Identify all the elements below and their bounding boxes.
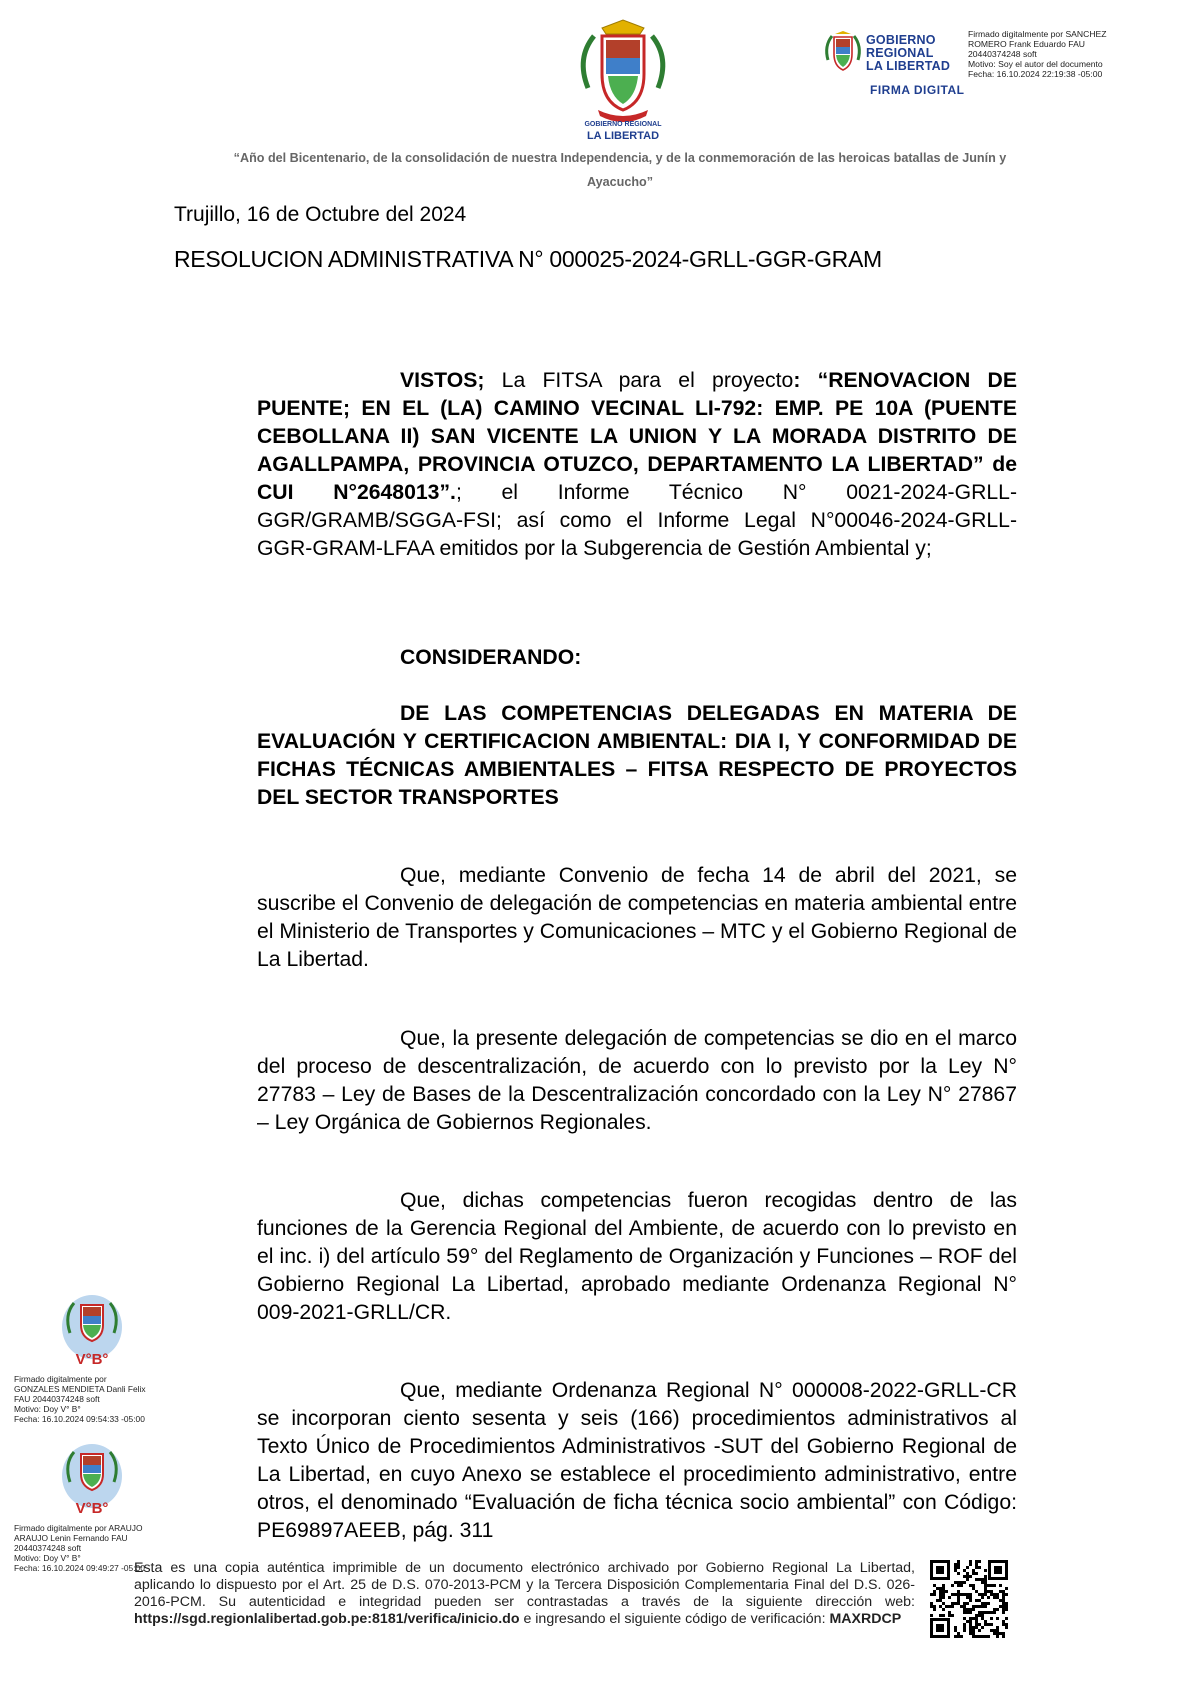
verification-url[interactable]: https://sgd.regionlalibertad.gob.pe:8181/verifica/inicio.do — [134, 1611, 520, 1627]
qr-module — [942, 1584, 945, 1587]
vistos-rest: ; el Informe Técnico N° 0021-2024-GRLL-GGR/GRAMB/SGGA-FSI; así como el Informe Legal N°00046-2024-GRLL-GGR-GRAM-LFAA emitidos por la Subgerencia de Gestión Ambiental y; — [257, 481, 1017, 560]
qr-module — [1002, 1593, 1005, 1596]
qr-module — [972, 1605, 975, 1608]
qr-module — [990, 1623, 993, 1626]
qr-module — [930, 1605, 933, 1608]
qr-module — [969, 1608, 972, 1611]
qr-module — [954, 1626, 957, 1629]
qr-module — [951, 1584, 954, 1587]
qr-module — [981, 1593, 984, 1596]
qr-module — [966, 1578, 969, 1581]
qr-module — [996, 1635, 999, 1638]
signature-line: Motivo: Soy el autor del documento — [968, 59, 1103, 69]
qr-module — [960, 1605, 963, 1608]
qr-module — [978, 1629, 981, 1632]
qr-module — [957, 1590, 960, 1593]
vb-stamp-2-details: Firmado digitalmente por ARAUJO ARAUJO Lenin Fernando FAU 20440374248 soft Motivo: Doy V° B° Fecha: 16.10.2024 09:49:27 -05:00 — [14, 1523, 145, 1573]
qr-module — [978, 1614, 981, 1617]
qr-module — [957, 1560, 960, 1563]
qr-module — [951, 1602, 954, 1605]
qr-module — [996, 1626, 999, 1629]
qr-module — [978, 1605, 981, 1608]
qr-module — [1002, 1611, 1005, 1614]
qr-module — [1002, 1605, 1005, 1608]
qr-module — [963, 1611, 966, 1614]
qr-module — [948, 1596, 951, 1599]
qr-module — [972, 1629, 975, 1632]
qr-module — [957, 1599, 960, 1602]
qr-module — [993, 1608, 996, 1611]
qr-module — [957, 1563, 960, 1566]
qr-module — [972, 1632, 975, 1635]
qr-module — [981, 1578, 984, 1581]
qr-module — [957, 1632, 960, 1635]
qr-module — [963, 1626, 966, 1629]
project-name: : “RENOVACION DE PUENTE; EN EL (LA) CAMINO VECINAL LI-792: EMP. PE 10A (PUENTE CEBOLLANA II) SAN VICENTE LA UNION Y LA MORADA DISTRITO DE AGALLPAMPA, PROVINCIA OTUZCO, DEPARTAMENTO LA LIBERTAD” de CUI N°2648013”. — [257, 369, 1017, 504]
qr-module — [939, 1587, 942, 1590]
qr-module — [963, 1569, 966, 1572]
qr-module — [969, 1617, 972, 1620]
qr-module — [1005, 1587, 1008, 1590]
qr-module — [999, 1632, 1002, 1635]
qr-module — [963, 1623, 966, 1626]
qr-module — [975, 1566, 978, 1569]
qr-module — [981, 1614, 984, 1617]
vb-stamp-1-details: Firmado digitalmente por GONZALES MENDIETA Danli Felix FAU 20440374248 soft Motivo: Doy V° B° Fecha: 16.10.2024 09:54:33 -05:00 — [14, 1374, 146, 1424]
qr-module — [951, 1593, 954, 1596]
qr-module — [939, 1593, 942, 1596]
qr-module — [954, 1563, 957, 1566]
qr-module — [972, 1569, 975, 1572]
vb-stamp-1 — [50, 1293, 134, 1371]
qr-module — [975, 1605, 978, 1608]
qr-module — [996, 1593, 999, 1596]
qr-module — [978, 1566, 981, 1569]
qr-module — [975, 1620, 978, 1623]
qr-module — [972, 1584, 975, 1587]
qr-module — [954, 1593, 957, 1596]
qr-module — [972, 1608, 975, 1611]
qr-module — [981, 1596, 984, 1599]
qr-module — [1005, 1605, 1008, 1608]
qr-module — [972, 1587, 975, 1590]
qr-module — [990, 1590, 993, 1593]
qr-module — [1005, 1608, 1008, 1611]
qr-module — [939, 1605, 942, 1608]
qr-module — [984, 1584, 987, 1587]
qr-module — [942, 1593, 945, 1596]
crest-caption-line1: GOBIERNO REGIONAL — [584, 121, 662, 128]
crest-caption-line2: LA LIBERTAD — [586, 130, 660, 142]
qr-module — [969, 1620, 972, 1623]
qr-module — [990, 1584, 993, 1587]
qr-module — [951, 1605, 954, 1608]
qr-module — [987, 1596, 990, 1599]
vistos-paragraph — [257, 367, 1017, 563]
qr-module — [999, 1584, 1002, 1587]
qr-module — [939, 1599, 942, 1602]
qr-module — [930, 1593, 933, 1596]
qr-module — [960, 1635, 963, 1638]
vistos-text: La FITSA para el proyecto — [484, 369, 794, 392]
qr-module — [981, 1605, 984, 1608]
digital-signature-details — [968, 29, 1168, 79]
firma-digital-label: FIRMA DIGITAL — [870, 83, 965, 97]
qr-module — [960, 1593, 963, 1596]
qr-module — [987, 1623, 990, 1626]
qr-module — [978, 1593, 981, 1596]
qr-module — [984, 1620, 987, 1623]
qr-module — [951, 1614, 954, 1617]
qr-module — [996, 1629, 999, 1632]
signature-line: Fecha: 16.10.2024 22:19:38 -05:00 — [968, 69, 1103, 79]
considerando-heading: CONSIDERANDO: — [400, 646, 582, 669]
signature-line: Firmado digitalmente por SANCHEZ — [968, 29, 1107, 39]
qr-module — [945, 1605, 948, 1608]
qr-module — [933, 1584, 936, 1587]
qr-module — [969, 1599, 972, 1602]
qr-module — [939, 1596, 942, 1599]
section-heading: DE LAS COMPETENCIAS DELEGADAS EN MATERIA DE EVALUACIÓN Y CERTIFICACION AMBIENTAL: DIA I, Y CONFORMIDAD DE FICHAS TÉCNICAS AMBIENTALES – FITSA RESPECTO DE PROYECTOS DEL SECTOR TRANSPORTES — [257, 702, 1017, 809]
qr-module — [957, 1635, 960, 1638]
qr-module — [990, 1593, 993, 1596]
firma-brand-line1: GOBIERNO — [866, 33, 936, 47]
qr-module — [978, 1611, 981, 1614]
qr-module — [987, 1602, 990, 1605]
qr-module — [975, 1623, 978, 1626]
firma-digital-logo — [822, 30, 968, 100]
qr-module — [1002, 1632, 1005, 1635]
qr-module — [993, 1584, 996, 1587]
qr-module — [999, 1590, 1002, 1593]
qr-module — [975, 1590, 978, 1593]
qr-module — [957, 1584, 960, 1587]
qr-module — [933, 1608, 936, 1611]
qr-module — [954, 1602, 957, 1605]
qr-module — [957, 1572, 960, 1575]
qr-module — [969, 1632, 972, 1635]
vb-label: V°B° — [75, 1500, 109, 1517]
qr-module — [984, 1581, 987, 1584]
qr-module — [981, 1617, 984, 1620]
qr-module — [984, 1587, 987, 1590]
qr-module — [966, 1602, 969, 1605]
qr-module — [984, 1611, 987, 1614]
qr-module — [936, 1587, 939, 1590]
qr-module — [993, 1629, 996, 1632]
qr-module — [960, 1584, 963, 1587]
motto-line1: “Año del Bicentenario, de la consolidación de nuestra Independencia, y de la conmemoración de las heroicas batallas de Junín y — [233, 151, 1007, 165]
qr-module — [954, 1569, 957, 1572]
qr-module — [981, 1602, 984, 1605]
qr-module — [969, 1560, 972, 1563]
qr-module — [948, 1611, 951, 1614]
qr-module — [984, 1635, 987, 1638]
qr-module — [975, 1614, 978, 1617]
qr-module — [963, 1629, 966, 1632]
qr-module — [993, 1596, 996, 1599]
qr-module — [978, 1560, 981, 1563]
qr-module — [942, 1596, 945, 1599]
qr-module — [957, 1593, 960, 1596]
qr-module — [987, 1590, 990, 1593]
qr-module — [1002, 1620, 1005, 1623]
qr-module — [966, 1596, 969, 1599]
qr-module — [963, 1602, 966, 1605]
qr-module — [963, 1581, 966, 1584]
small-crest-icon — [822, 30, 864, 80]
qr-module — [984, 1578, 987, 1581]
qr-module — [984, 1569, 987, 1572]
qr-module — [945, 1590, 948, 1593]
year-motto — [180, 146, 1060, 194]
qr-module — [942, 1602, 945, 1605]
qr-module — [975, 1617, 978, 1620]
qr-module — [972, 1572, 975, 1575]
qr-module — [996, 1608, 999, 1611]
qr-module — [1005, 1623, 1008, 1626]
qr-module — [993, 1611, 996, 1614]
resolution-title: RESOLUCION ADMINISTRATIVA N° 000025-2024-GRLL-GGR-GRAM — [174, 246, 882, 272]
qr-module — [984, 1575, 987, 1578]
qr-module — [975, 1635, 978, 1638]
qr-module — [969, 1584, 972, 1587]
qr-module — [969, 1596, 972, 1599]
qr-module — [1002, 1635, 1005, 1638]
qr-module — [966, 1572, 969, 1575]
qr-module — [987, 1611, 990, 1614]
qr-module — [984, 1593, 987, 1596]
qr-module — [954, 1635, 957, 1638]
qr-module — [975, 1572, 978, 1575]
qr-module — [969, 1611, 972, 1614]
qr-module — [963, 1593, 966, 1596]
qr-module — [972, 1626, 975, 1629]
qr-module — [990, 1617, 993, 1620]
qr-module — [939, 1590, 942, 1593]
qr-module — [1002, 1623, 1005, 1626]
qr-module — [966, 1620, 969, 1623]
firma-brand-text — [866, 34, 950, 73]
qr-module — [942, 1614, 945, 1617]
signature-line: ROMERO Frank Eduardo FAU — [968, 39, 1086, 49]
paragraph-2: Que, la presente delegación de competencias se dio en el marco del proceso de descentralización, de acuerdo con lo previsto por la Ley N° 27783 – Ley de Bases de la Descentralización concordado con la Ley N° 27867 – Ley Orgánica de Gobiernos Regionales. — [257, 1027, 1017, 1134]
qr-module — [948, 1614, 951, 1617]
paragraph-1: Que, mediante Convenio de fecha 14 de abril del 2021, se suscribe el Convenio de delegación de competencias en materia ambiental entre el Ministerio de Transportes y Comunicaciones – MTC y el Gobierno Regional de La Libertad. — [257, 864, 1017, 971]
authenticity-footer — [134, 1560, 915, 1628]
qr-module — [999, 1605, 1002, 1608]
qr-module — [954, 1629, 957, 1632]
qr-module — [1005, 1593, 1008, 1596]
qr-module — [978, 1599, 981, 1602]
qr-module — [969, 1593, 972, 1596]
regional-crest-logo — [568, 18, 678, 146]
qr-module — [999, 1599, 1002, 1602]
qr-module — [969, 1575, 972, 1578]
qr-module — [963, 1575, 966, 1578]
qr-module — [987, 1635, 990, 1638]
qr-module — [990, 1629, 993, 1632]
qr-module — [954, 1566, 957, 1569]
qr-module — [933, 1593, 936, 1596]
qr-module — [960, 1581, 963, 1584]
document-date: Trujillo, 16 de Octubre del 2024 — [174, 203, 467, 226]
qr-module — [963, 1605, 966, 1608]
qr-module — [966, 1575, 969, 1578]
qr-module — [1005, 1602, 1008, 1605]
qr-code-graphic — [928, 1558, 1010, 1640]
qr-module — [993, 1632, 996, 1635]
qr-module — [933, 1605, 936, 1608]
qr-module — [969, 1626, 972, 1629]
qr-module — [963, 1608, 966, 1611]
qr-module — [969, 1563, 972, 1566]
qr-module — [1002, 1596, 1005, 1599]
qr-module — [966, 1566, 969, 1569]
vb-stamp-2 — [50, 1442, 134, 1520]
paragraph-4: Que, mediante Ordenanza Regional N° 000008-2022-GRLL-CR se incorporan ciento sesenta y seis (166) procedimientos administrativos al Texto Único de Procedimientos Administrativos -SUT del Gobierno Regional de La Libertad, en cuyo Anexo se establece el procedimiento administrativo, entre otros, el denominado “Evaluación de ficha técnica socio ambiental” con Código: PE69897AEEB, pág. 311 — [257, 1379, 1017, 1542]
qr-module — [978, 1635, 981, 1638]
qr-module — [972, 1617, 975, 1620]
qr-module — [963, 1617, 966, 1620]
qr-module — [957, 1581, 960, 1584]
qr-code-icon — [928, 1558, 1010, 1640]
signature-line: 20440374248 soft — [968, 49, 1037, 59]
qr-module — [1002, 1599, 1005, 1602]
qr-module — [942, 1587, 945, 1590]
qr-module — [975, 1599, 978, 1602]
qr-module — [975, 1560, 978, 1563]
qr-module — [996, 1632, 999, 1635]
qr-module — [936, 1599, 939, 1602]
vistos-label: VISTOS; — [400, 369, 485, 392]
qr-module — [966, 1611, 969, 1614]
qr-module — [984, 1590, 987, 1593]
qr-module — [933, 1590, 936, 1593]
qr-module — [1002, 1602, 1005, 1605]
motto-line2: Ayacucho” — [586, 175, 654, 189]
qr-module — [954, 1581, 957, 1584]
firma-brand-line3: LA LIBERTAD — [866, 59, 951, 73]
vb-label: V°B° — [75, 1351, 109, 1368]
qr-module — [996, 1617, 999, 1620]
qr-module — [981, 1635, 984, 1638]
qr-module — [948, 1605, 951, 1608]
qr-module — [984, 1602, 987, 1605]
qr-module — [981, 1626, 984, 1629]
qr-module — [987, 1584, 990, 1587]
qr-module — [930, 1614, 933, 1617]
qr-module — [978, 1578, 981, 1581]
qr-module — [1005, 1626, 1008, 1629]
qr-module — [957, 1596, 960, 1599]
qr-module — [975, 1626, 978, 1629]
qr-module — [930, 1602, 933, 1605]
qr-module — [975, 1563, 978, 1566]
qr-module — [969, 1629, 972, 1632]
qr-module — [942, 1590, 945, 1593]
qr-module — [978, 1623, 981, 1626]
qr-module — [984, 1605, 987, 1608]
qr-module — [939, 1614, 942, 1617]
qr-module — [990, 1611, 993, 1614]
qr-module — [1002, 1590, 1005, 1593]
qr-module — [942, 1608, 945, 1611]
footer-text: Esta es una copia auténtica imprimible de un documento electrónico archivado por Gobierno Regional La Libertad, aplicando lo dispuesto por el Art. 25 de D.S. 070-2013-PCM y la Tercera Disposición Complementaria Final del D.S. 026- 2016-PCM. Su autenticidad e integridad pueden ser contrastadas a través de la siguiente dirección web: — [134, 1560, 915, 1610]
qr-module — [975, 1578, 978, 1581]
firma-brand-line2: REGIONAL — [866, 46, 934, 60]
qr-module — [993, 1593, 996, 1596]
qr-module — [972, 1635, 975, 1638]
paragraph-3: Que, dichas competencias fueron recogidas dentro de las funciones de la Gerencia Regional del Ambiente, de acuerdo con lo previsto en el inc. i) del artículo 59° del Reglamento de Organización y Funciones – ROF del Gobierno Regional La Libertad, aprobado mediante Ordenanza Regional N° 009-2021-GRLL/CR. — [257, 1189, 1017, 1324]
qr-module — [1005, 1617, 1008, 1620]
qr-module — [957, 1566, 960, 1569]
qr-module — [984, 1623, 987, 1626]
qr-module — [981, 1611, 984, 1614]
qr-module — [966, 1608, 969, 1611]
qr-module — [1002, 1608, 1005, 1611]
qr-module — [996, 1596, 999, 1599]
qr-module — [966, 1593, 969, 1596]
qr-module — [981, 1581, 984, 1584]
qr-module — [969, 1623, 972, 1626]
footer-text-2: e ingresando el siguiente código de verificación: — [519, 1611, 830, 1627]
verification-code: MAXRDCP — [829, 1611, 902, 1627]
qr-module — [957, 1602, 960, 1605]
